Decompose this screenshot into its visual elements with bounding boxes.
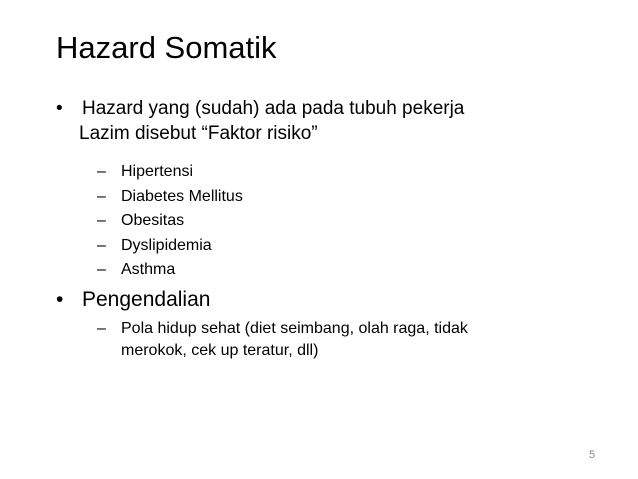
list-item [97, 209, 243, 234]
list-item-label: Asthma [121, 261, 176, 278]
control-list [97, 318, 468, 362]
dash-icon [97, 185, 121, 210]
list-item-label: Obesitas [121, 212, 185, 229]
list-item [97, 234, 243, 259]
list-item-label: Dyslipidemia [121, 236, 212, 254]
bullet-dot-icon [56, 96, 82, 121]
bullet-text: Hazard yang (sudah) ada pada tubuh pekerja [82, 98, 465, 119]
bullet-continuation: Lazim disebut “Faktor risiko” [79, 123, 318, 144]
slide-title: Hazard Somatik [56, 30, 277, 65]
list-item-continuation [97, 340, 468, 362]
list-item [97, 160, 243, 185]
list-item-label: Hipertensi [121, 163, 194, 180]
dash-icon [97, 234, 121, 259]
dash-icon [97, 258, 121, 283]
bullet-row [56, 286, 210, 314]
bullet-row [56, 96, 464, 121]
bullet-dot-icon [56, 286, 82, 314]
dash-icon [97, 160, 121, 185]
list-item-label: Pola hidup sehat (diet seimbang, olah raga, tidak [121, 320, 468, 337]
list-item [97, 318, 468, 340]
list-item-label: merokok, cek up teratur, dll) [121, 342, 319, 359]
bullet-text: Pengendalian [82, 288, 211, 311]
list-item [97, 258, 243, 283]
bullet-hazard [56, 96, 464, 146]
bullet-pengendalian [56, 286, 210, 314]
page-number: 5 [589, 449, 596, 461]
dash-icon [97, 209, 121, 234]
dash-icon [97, 318, 121, 340]
list-item [97, 185, 243, 210]
risk-factor-list [97, 160, 243, 283]
list-item-label: Diabetes Mellitus [121, 187, 243, 205]
